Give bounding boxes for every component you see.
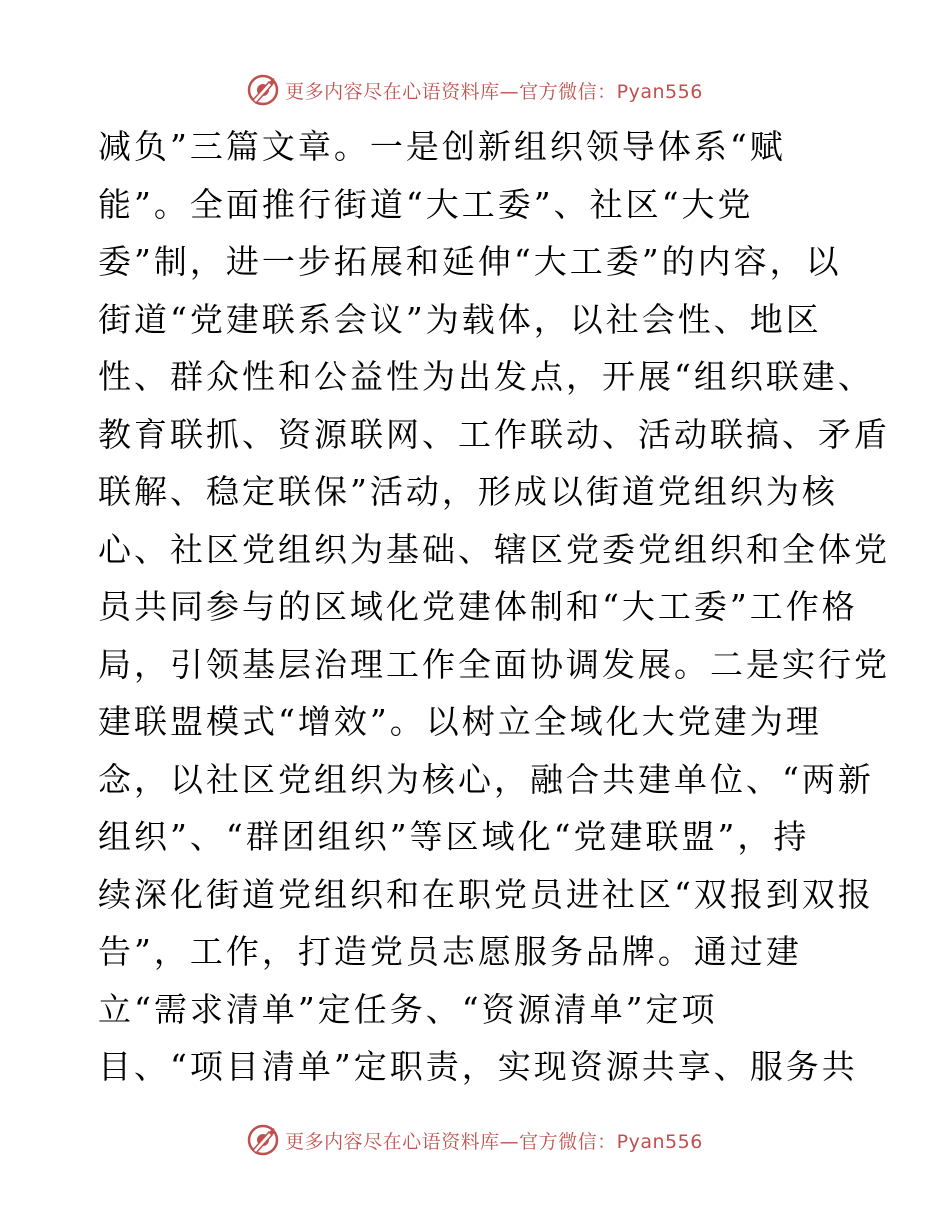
body-line: 性、群众性和公益性为出发点，开展“组织联建、 bbox=[98, 357, 874, 396]
body-line: 建联盟模式“增效”。以树立全域化大党建为理 bbox=[98, 702, 822, 741]
header-watermark bbox=[0, 70, 950, 110]
body-line: 联解、稳定联保”活动，形成以街道党组织为核 bbox=[98, 472, 838, 511]
watermark-handle: Pyan556 bbox=[616, 80, 703, 103]
body-line: 减负”三篇文章。一是创新组织领导体系“赋 bbox=[98, 127, 786, 166]
body-line: 街道“党建联系会议”为载体，以社会性、地区 bbox=[98, 299, 822, 339]
body-line: 告”，工作，打造党员志愿服务品牌。通过建 bbox=[98, 932, 802, 971]
body-line: 教育联抓、资源联网、工作联动、活动联搞、矛盾 bbox=[98, 414, 890, 454]
watermark-label: 更多内容尽在心语资料库—官方微信： bbox=[285, 1130, 617, 1153]
watermark-label: 更多内容尽在心语资料库—官方微信： bbox=[285, 80, 617, 103]
watermark-text bbox=[285, 77, 703, 104]
body-line: 能”。全面推行街道“大工委”、社区“大党 bbox=[98, 184, 754, 224]
footer-watermark bbox=[0, 1120, 950, 1160]
body-line: 念，以社区党组织为核心，融合共建单位、“两新 bbox=[98, 759, 874, 799]
logo-icon bbox=[247, 1124, 279, 1156]
body-line: 目、“项目清单”定职责，实现资源共享、服务共 bbox=[98, 1047, 858, 1086]
body-line: 续深化街道党组织和在职党员进社区“双报到双报 bbox=[98, 874, 874, 914]
body-line: 局，引领基层治理工作全面协调发展。二是实行党 bbox=[98, 644, 890, 684]
body-line: 组织”、“群团组织”等区域化“党建联盟”，持 bbox=[98, 817, 810, 856]
logo-icon bbox=[247, 74, 279, 106]
watermark-handle: Pyan556 bbox=[616, 1130, 703, 1153]
body-line: 立“需求清单”定任务、“资源清单”定项 bbox=[98, 989, 718, 1029]
body-line: 心、社区党组织为基础、辖区党委党组织和全体党 bbox=[98, 529, 890, 569]
body-line: 员共同参与的区域化党建体制和“大工委”工作格 bbox=[98, 587, 858, 626]
watermark-text bbox=[285, 1127, 703, 1154]
document-body bbox=[98, 118, 890, 1096]
body-line: 委”制，进一步拓展和延伸“大工委”的内容，以 bbox=[98, 242, 842, 281]
